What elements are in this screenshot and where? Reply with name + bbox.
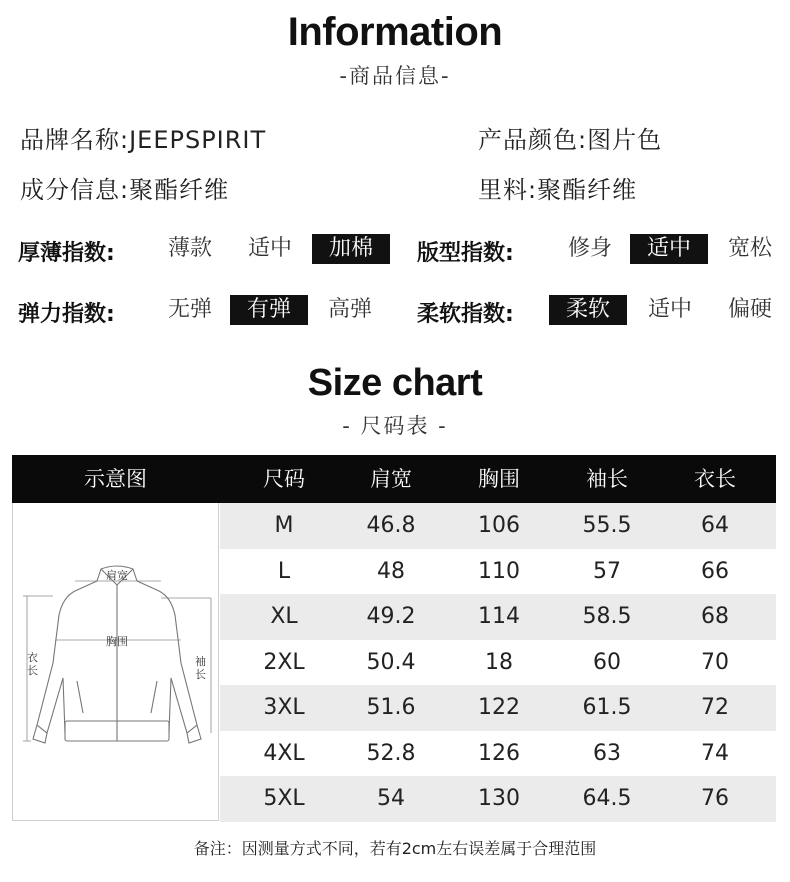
- cell-chest: 18: [485, 649, 513, 675]
- cell-length: 74: [701, 740, 729, 766]
- diagram-label-length: 衣长: [27, 651, 38, 677]
- header-shoulder: 肩宽: [370, 467, 412, 491]
- fit-option-regular: 适中: [630, 234, 708, 264]
- cell-size: L: [277, 558, 291, 584]
- cell-shoulder: 54: [377, 786, 405, 811]
- cell-size: M: [274, 513, 294, 538]
- header-size: 尺码: [263, 467, 305, 491]
- cell-chest: 106: [478, 513, 520, 538]
- cell-chest: 126: [478, 740, 520, 766]
- cell-sleeve: 57: [593, 558, 621, 584]
- cell-length: 64: [701, 513, 729, 538]
- cell-length: 66: [701, 558, 729, 584]
- cell-chest: 110: [478, 558, 520, 584]
- cell-size: 4XL: [263, 740, 305, 766]
- softness-option-medium: 适中: [647, 297, 692, 322]
- elasticity-option-some: 有弹: [230, 295, 308, 325]
- size-table-header: [12, 455, 776, 503]
- table-row: [220, 731, 776, 777]
- cell-size: 5XL: [263, 786, 305, 811]
- table-row: [220, 640, 776, 686]
- cell-sleeve: 63: [593, 740, 621, 766]
- jacket-diagram: [12, 503, 219, 821]
- fit-option-slim: 修身: [567, 236, 612, 261]
- cell-sleeve: 61.5: [582, 695, 632, 720]
- fit-option-loose: 宽松: [727, 236, 772, 261]
- header-chest: 胸围: [478, 467, 520, 491]
- info-subtitle: -商品信息-: [339, 64, 451, 88]
- cell-sleeve: 58.5: [582, 604, 632, 629]
- cell-length: 72: [701, 695, 729, 720]
- jacket-outline-icon: [13, 503, 220, 821]
- cell-shoulder: 48: [377, 558, 405, 584]
- cell-shoulder: 51.6: [366, 695, 416, 720]
- softness-option-stiff: 偏硬: [727, 297, 772, 322]
- cell-length: 68: [701, 604, 729, 629]
- softness-option-soft: 柔软: [549, 295, 627, 325]
- material-info: 成分信息:聚酯纤维: [20, 176, 230, 204]
- table-row: [220, 685, 776, 731]
- diagram-label-sleeve: 袖长: [195, 655, 206, 681]
- cell-sleeve: 64.5: [582, 786, 632, 811]
- diagram-label-chest: 胸围: [106, 635, 128, 648]
- cell-chest: 114: [478, 604, 520, 629]
- elasticity-option-none: 无弹: [167, 297, 212, 322]
- product-color: 产品颜色:图片色: [478, 126, 663, 154]
- header-diagram: 示意图: [84, 467, 147, 491]
- cell-length: 76: [701, 786, 729, 811]
- cell-shoulder: 50.4: [366, 649, 416, 675]
- elasticity-index-label: 弹力指数:: [18, 302, 115, 327]
- cell-length: 70: [701, 649, 729, 675]
- measurement-note: 备注：因测量方式不同，若有2cm左右误差属于合理范围: [193, 839, 597, 858]
- cell-shoulder: 46.8: [366, 513, 416, 538]
- cell-size: 3XL: [263, 695, 305, 720]
- table-row: [220, 776, 776, 822]
- cell-chest: 122: [478, 695, 520, 720]
- cell-sleeve: 60: [593, 649, 621, 675]
- fit-index-label: 版型指数:: [417, 241, 514, 266]
- diagram-label-shoulder: 肩宽: [106, 569, 128, 582]
- softness-index-label: 柔软指数:: [417, 302, 514, 327]
- size-chart-title: Size chart: [307, 362, 483, 404]
- lining-info: 里料:聚酯纤维: [478, 176, 638, 204]
- cell-shoulder: 52.8: [366, 740, 416, 766]
- cell-chest: 130: [478, 786, 520, 811]
- table-row: [220, 594, 776, 640]
- table-row: [220, 549, 776, 595]
- thickness-option-medium: 适中: [247, 236, 292, 261]
- table-row: [220, 503, 776, 549]
- brand-name: 品牌名称:JEEPSPIRIT: [20, 126, 267, 154]
- header-length: 衣长: [694, 467, 736, 491]
- info-title: Information: [287, 10, 503, 54]
- cell-size: XL: [270, 604, 298, 629]
- thickness-index-label: 厚薄指数:: [18, 241, 115, 266]
- thickness-option-padded: 加棉: [312, 234, 390, 264]
- cell-shoulder: 49.2: [366, 604, 416, 629]
- elasticity-option-high: 高弹: [327, 297, 372, 322]
- cell-size: 2XL: [263, 649, 305, 675]
- thickness-option-thin: 薄款: [167, 236, 212, 261]
- size-chart-subtitle: - 尺码表 -: [342, 414, 448, 438]
- cell-sleeve: 55.5: [582, 513, 632, 538]
- header-sleeve: 袖长: [586, 467, 628, 491]
